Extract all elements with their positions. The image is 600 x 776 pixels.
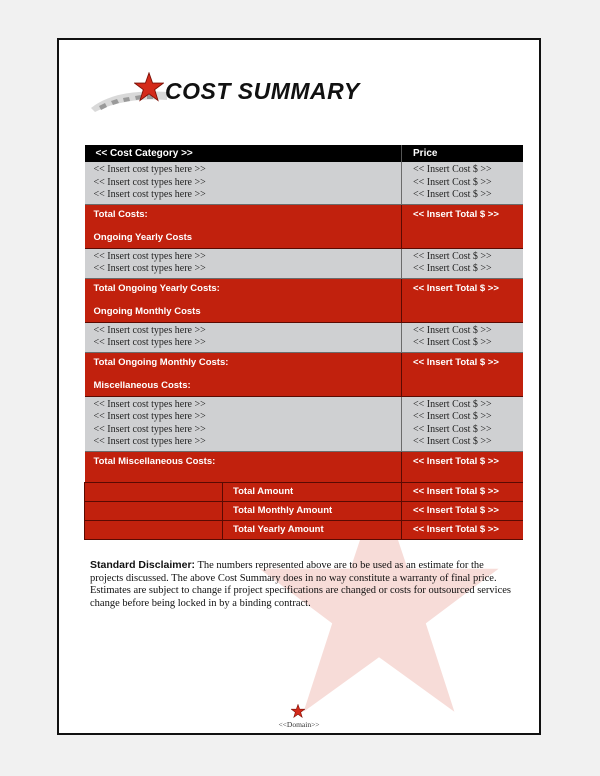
total-monthly-amount-label: Total Monthly Amount [223, 501, 402, 520]
total-costs-label: Total Costs: [93, 208, 148, 220]
document-page [57, 38, 541, 735]
cost-type-placeholder: << Insert cost types here >> [93, 164, 206, 175]
cost-value-placeholder: << Insert Cost $ >> [413, 337, 492, 348]
total-misc-value: << Insert Total $ >> [413, 455, 499, 467]
cost-type-placeholder: << Insert cost types here >> [93, 324, 206, 336]
table-header-row [85, 145, 523, 162]
total-monthly-amount-row [85, 501, 523, 520]
total-amount-label: Total Amount [223, 482, 402, 501]
total-amount-row [85, 482, 523, 501]
disclaimer-lead: Standard Disclaimer: [90, 559, 196, 571]
monthly-cost-rows [85, 322, 523, 352]
section-heading-ongoing-monthly: Ongoing Monthly Costs [93, 305, 201, 317]
cost-type-placeholder: << Insert cost types here >> [93, 436, 206, 447]
cost-type-placeholder: << Insert cost types here >> [93, 250, 206, 262]
misc-cost-rows [85, 396, 523, 451]
total-yearly-amount-value: << Insert Total $ >> [402, 520, 523, 539]
total-monthly-label: Total Ongoing Monthly Costs: [93, 356, 229, 368]
cost-value-placeholder: << Insert Cost $ >> [413, 398, 492, 410]
cost-value-placeholder: << Insert Cost $ >> [413, 436, 492, 447]
total-yearly-value: << Insert Total $ >> [413, 282, 499, 294]
cost-type-placeholder: << Insert cost types here >> [93, 423, 206, 435]
section-heading-miscellaneous: Miscellaneous Costs: [93, 379, 191, 391]
initial-cost-rows [85, 162, 523, 204]
standard-disclaimer [90, 559, 515, 610]
total-yearly-amount-label: Total Yearly Amount [223, 520, 402, 539]
summary-spacer-cell [85, 501, 223, 520]
cost-value-placeholder: << Insert Cost $ >> [413, 250, 492, 262]
header-price: Price [402, 145, 523, 162]
cost-summary-table [84, 145, 523, 540]
total-monthly-row [85, 352, 523, 396]
disclaimer-text: The numbers represented above are to be used as an estimate for the projects discussed. The above Cost Summary does in no way constitute a warranty of final price. Estimates are subject to change if project specifications are changed or costs for outsourced services change before being locked in by a binding contract. [90, 560, 512, 609]
cost-value-placeholder: << Insert Cost $ >> [413, 423, 492, 435]
cost-value-placeholder: << Insert Cost $ >> [413, 164, 492, 175]
cost-type-placeholder: << Insert cost types here >> [93, 398, 206, 410]
cost-value-placeholder: << Insert Cost $ >> [413, 263, 492, 274]
total-amount-value: << Insert Total $ >> [402, 482, 523, 501]
total-monthly-amount-value: << Insert Total $ >> [402, 501, 523, 520]
header-cost-category: << Cost Category >> [85, 145, 402, 162]
yearly-cost-rows [85, 248, 523, 278]
page-title: COST SUMMARY [165, 78, 360, 104]
summary-spacer-cell [85, 520, 223, 539]
total-costs-row [85, 204, 523, 248]
summary-spacer-cell [85, 482, 223, 501]
cost-type-placeholder: << Insert cost types here >> [93, 337, 206, 348]
cost-value-placeholder: << Insert Cost $ >> [413, 324, 492, 336]
cost-type-placeholder: << Insert cost types here >> [93, 176, 206, 188]
cost-value-placeholder: << Insert Cost $ >> [413, 189, 492, 200]
footer-domain: <<Domain>> [278, 720, 320, 729]
total-costs-value: << Insert Total $ >> [413, 208, 499, 220]
total-yearly-row [85, 278, 523, 322]
total-misc-label: Total Miscellaneous Costs: [93, 455, 216, 467]
section-heading-ongoing-yearly: Ongoing Yearly Costs [93, 231, 193, 243]
red-star-icon [134, 72, 164, 102]
total-yearly-label: Total Ongoing Yearly Costs: [93, 282, 220, 294]
cost-value-placeholder: << Insert Cost $ >> [413, 176, 492, 188]
total-monthly-value: << Insert Total $ >> [413, 356, 499, 368]
red-star-icon [291, 704, 305, 718]
cost-type-placeholder: << Insert cost types here >> [93, 263, 206, 274]
cost-type-placeholder: << Insert cost types here >> [93, 189, 206, 200]
total-misc-row [85, 451, 523, 482]
cost-type-placeholder: << Insert cost types here >> [93, 411, 206, 422]
total-yearly-amount-row [85, 520, 523, 539]
cost-value-placeholder: << Insert Cost $ >> [413, 411, 492, 422]
